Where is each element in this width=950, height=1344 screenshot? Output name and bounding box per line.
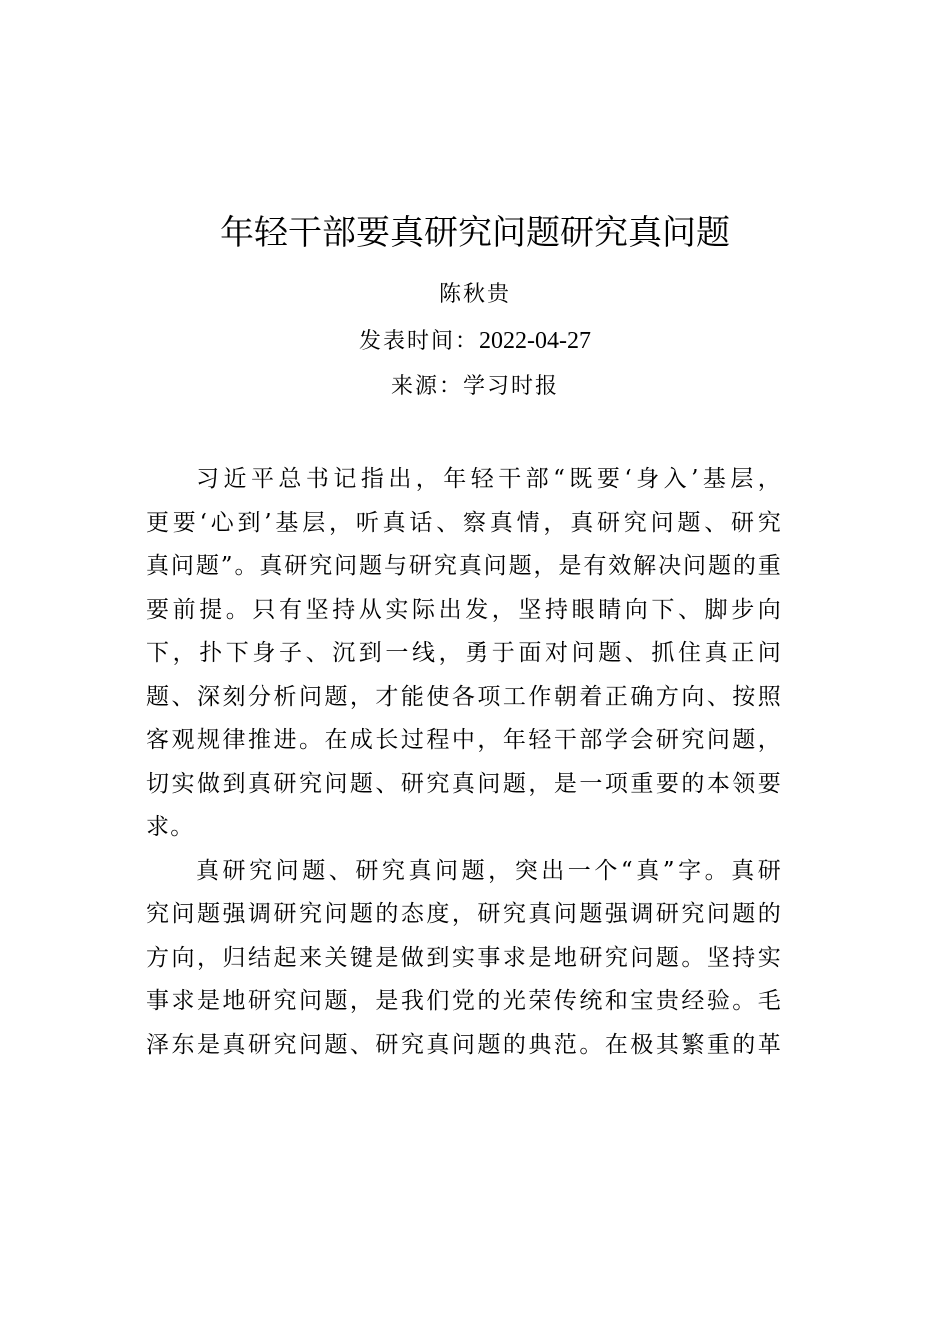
publish-date (0, 325, 950, 358)
paragraph-line: 下，扑下身子、沉到一线，勇于面对问题、抓住真正问 (146, 640, 782, 666)
publish-date-value: 2022-04-27 (479, 328, 591, 354)
paragraph-line: 事求是地研究问题，是我们党的光荣传统和宝贵经验。毛 (146, 988, 782, 1014)
paragraph (146, 850, 782, 1068)
paragraph-line: 真问题”。真研究问题与研究真问题，是有效解决问题的重 (146, 553, 782, 579)
paragraph-line: 习近平总书记指出，年轻干部“既要‘身入’基层， (196, 466, 782, 492)
paragraph-line: 求。 (146, 814, 195, 840)
article-author: 陈秋贵 (438, 282, 511, 307)
paragraph-line: 方向，归结起来关键是做到实事求是地研究问题。坚持实 (146, 944, 782, 971)
publish-date-label: 发表时间： (359, 329, 480, 354)
article-title: 年轻干部要真研究问题研究真问题 (220, 213, 730, 253)
article-source: 来源：学习时报 (390, 374, 559, 399)
paragraph-line: 究问题强调研究问题的态度，研究真问题强调研究问题的 (146, 901, 782, 927)
paragraph-line: 更要‘心到’基层，听真话、察真情，真研究问题、研究 (146, 509, 782, 536)
paragraph-line: 切实做到真研究问题、研究真问题，是一项重要的本领要 (146, 770, 782, 797)
paragraph-line: 要前提。只有坚持从实际出发，坚持眼睛向下、脚步向 (146, 596, 782, 623)
paragraph-line: 真研究问题、研究真问题，突出一个“真”字。真研 (196, 857, 782, 884)
paragraph (146, 458, 782, 850)
paragraph-line: 客观规律推进。在成长过程中，年轻干部学会研究问题， (146, 727, 782, 753)
paragraph-line: 题、深刻分析问题，才能使各项工作朝着正确方向、按照 (146, 683, 782, 710)
article-body (146, 458, 782, 1067)
paragraph-line: 泽东是真研究问题、研究真问题的典范。在极其繁重的革 (146, 1031, 782, 1058)
